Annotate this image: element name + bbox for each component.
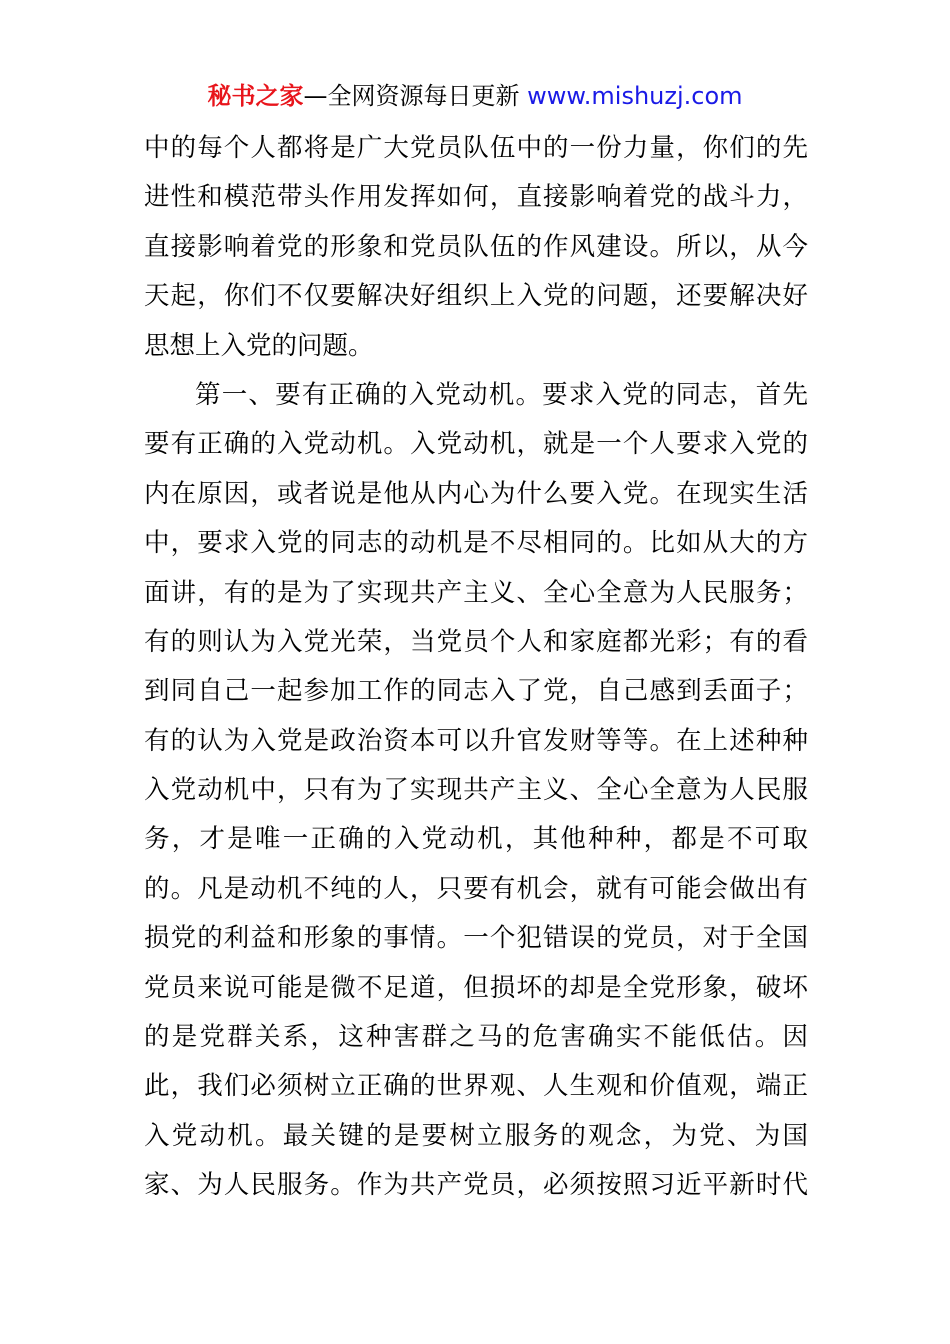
text-line: 入党动机中，只有为了实现共产主义、全心全意为人民服 <box>144 775 808 806</box>
text-line: 的。凡是动机不纯的人，只要有机会，就有可能会做出有 <box>144 873 808 904</box>
text-line: 中，要求入党的同志的动机是不尽相同的。比如从大的方 <box>144 528 808 559</box>
text-line: 的是党群关系，这种害群之马的危害确实不能低估。因 <box>144 1022 808 1053</box>
site-header <box>0 80 950 112</box>
text-line: 中的每个人都将是广大党员队伍中的一份力量，你们的先 <box>144 133 808 163</box>
text-line: 党员来说可能是微不足道，但损坏的却是全党形象，破坏 <box>144 972 808 1003</box>
text-line: 到同自己一起参加工作的同志入了党，自己感到丢面子； <box>144 676 808 707</box>
text-line: 损党的利益和形象的事情。一个犯错误的党员，对于全国 <box>144 923 808 954</box>
document-body <box>144 124 808 1211</box>
text-line: 家、为人民服务。作为共产党员，必须按照习近平新时代 <box>144 1170 808 1201</box>
text-line: 思想上入党的问题。 <box>144 330 374 361</box>
text-line: 入党动机。最关键的是要树立服务的观念，为党、为国 <box>144 1120 808 1151</box>
text-line: 务，才是唯一正确的入党动机，其他种种，都是不可取 <box>144 824 808 855</box>
text-line: 此，我们必须树立正确的世界观、人生观和价值观，端正 <box>144 1071 808 1102</box>
text-line: 有的则认为入党光荣，当党员个人和家庭都光彩；有的看 <box>144 626 808 657</box>
text-line: 天起，你们不仅要解决好组织上入党的问题，还要解决好 <box>144 281 808 312</box>
text-line: 面讲，有的是为了实现共产主义、全心全意为人民服务； <box>144 577 808 608</box>
text-line: 第一、要有正确的入党动机。要求入党的同志，首先 <box>195 379 808 410</box>
site-tagline: —全网资源每日更新 <box>303 82 520 110</box>
text-line: 有的认为入党是政治资本可以升官发财等等。在上述种种 <box>144 725 808 756</box>
site-url-link[interactable]: www.mishuzj.com <box>527 82 743 110</box>
text-line: 内在原因，或者说是他从内心为什么要入党。在现实生活 <box>144 478 808 509</box>
text-line: 要有正确的入党动机。入党动机，就是一个人要求入党的 <box>144 429 808 460</box>
text-line: 进性和模范带头作用发挥如何，直接影响着党的战斗力， <box>144 182 808 213</box>
site-brand: 秘书之家 <box>207 82 304 110</box>
text-line: 直接影响着党的形象和党员队伍的作风建设。所以，从今 <box>144 231 808 262</box>
